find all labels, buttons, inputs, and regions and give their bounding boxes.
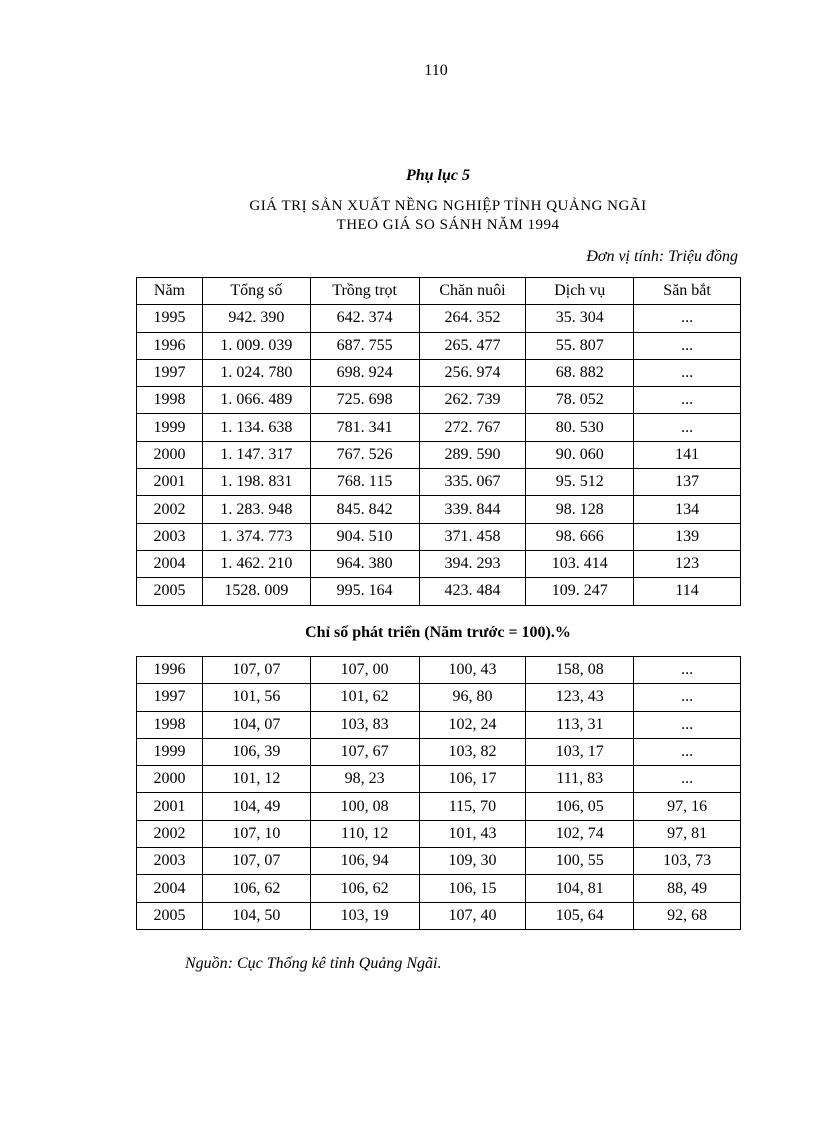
value-cell: ... xyxy=(634,766,741,793)
value-cell: 55. 807 xyxy=(526,332,634,359)
value-cell: 339. 844 xyxy=(419,496,526,523)
appendix-title: Phụ lục 5 xyxy=(405,167,470,184)
table-row xyxy=(137,441,741,468)
value-cell: 104, 07 xyxy=(202,711,310,738)
unit-note: Đơn vị tính: Triệu đồng xyxy=(586,248,738,265)
table-row xyxy=(137,902,741,929)
value-cell: 98. 666 xyxy=(526,523,634,550)
value-cell: 102, 74 xyxy=(526,820,634,847)
source-note: Nguồn: Cục Thống kê tỉnh Quảng Ngãi. xyxy=(185,955,442,972)
value-cell: 101, 12 xyxy=(202,766,310,793)
value-cell: 98. 128 xyxy=(526,496,634,523)
value-cell: 96, 80 xyxy=(419,684,526,711)
value-cell: 106, 62 xyxy=(202,875,310,902)
column-header: Tổng số xyxy=(202,278,310,305)
table-row xyxy=(137,578,741,605)
value-cell: 104, 50 xyxy=(202,902,310,929)
value-cell: 139 xyxy=(634,523,741,550)
value-cell: 158, 08 xyxy=(526,657,634,684)
value-cell: 90. 060 xyxy=(526,441,634,468)
value-cell: 103, 73 xyxy=(634,848,741,875)
value-cell: ... xyxy=(634,657,741,684)
value-cell: 111, 83 xyxy=(526,766,634,793)
value-cell: 101, 62 xyxy=(310,684,419,711)
year-cell: 2004 xyxy=(137,550,203,577)
value-cell: 289. 590 xyxy=(419,441,526,468)
value-cell: 103, 17 xyxy=(526,738,634,765)
value-cell: 106, 15 xyxy=(419,875,526,902)
table-row xyxy=(137,414,741,441)
year-cell: 2004 xyxy=(137,875,203,902)
value-cell: ... xyxy=(634,738,741,765)
value-cell: 781. 341 xyxy=(310,414,419,441)
value-cell: 103, 19 xyxy=(310,902,419,929)
column-header: Trồng trọt xyxy=(310,278,419,305)
value-cell: 100, 55 xyxy=(526,848,634,875)
year-cell: 1998 xyxy=(137,711,203,738)
table-row xyxy=(137,523,741,550)
value-cell: 725. 698 xyxy=(310,387,419,414)
value-cell: 1. 283. 948 xyxy=(202,496,310,523)
value-cell: ... xyxy=(634,387,741,414)
value-cell: 98, 23 xyxy=(310,766,419,793)
value-cell: 942. 390 xyxy=(202,305,310,332)
year-cell: 2005 xyxy=(137,902,203,929)
value-cell: 113, 31 xyxy=(526,711,634,738)
year-cell: 2000 xyxy=(137,766,203,793)
value-cell: 97, 16 xyxy=(634,793,741,820)
value-cell: 1. 198. 831 xyxy=(202,469,310,496)
value-cell: 1. 134. 638 xyxy=(202,414,310,441)
table-row xyxy=(137,550,741,577)
value-cell: 256. 974 xyxy=(419,359,526,386)
growth-index-heading: Chỉ số phát triển (Năm trước = 100).% xyxy=(305,624,571,641)
value-cell: 141 xyxy=(634,441,741,468)
year-cell: 2000 xyxy=(137,441,203,468)
table-row xyxy=(137,305,741,332)
value-cell: ... xyxy=(634,711,741,738)
value-cell: 371. 458 xyxy=(419,523,526,550)
value-cell: 110, 12 xyxy=(310,820,419,847)
value-cell: 103, 83 xyxy=(310,711,419,738)
table-row xyxy=(137,684,741,711)
value-cell: ... xyxy=(634,359,741,386)
document-title xyxy=(0,197,816,235)
value-cell: 1. 147. 317 xyxy=(202,441,310,468)
value-cell: 102, 24 xyxy=(419,711,526,738)
table-row xyxy=(137,496,741,523)
value-cell: 134 xyxy=(634,496,741,523)
table-row xyxy=(137,359,741,386)
column-header: Dịch vụ xyxy=(526,278,634,305)
value-cell: 687. 755 xyxy=(310,332,419,359)
year-cell: 1997 xyxy=(137,359,203,386)
value-cell: 107, 07 xyxy=(202,657,310,684)
value-cell: 106, 62 xyxy=(310,875,419,902)
growth-index-table xyxy=(136,656,741,930)
value-cell: 106, 17 xyxy=(419,766,526,793)
value-cell: 101, 56 xyxy=(202,684,310,711)
value-cell: 103, 82 xyxy=(419,738,526,765)
title-line-1: GIÁ TRỊ SẢN XUẤT NỀNG NGHIỆP TỈNH QUẢNG NGÃI xyxy=(249,198,647,214)
value-cell: 109, 30 xyxy=(419,848,526,875)
value-cell: ... xyxy=(634,332,741,359)
value-cell: 1. 374. 773 xyxy=(202,523,310,550)
value-cell: 107, 67 xyxy=(310,738,419,765)
value-cell: 423. 484 xyxy=(419,578,526,605)
year-cell: 1996 xyxy=(137,332,203,359)
value-cell: 904. 510 xyxy=(310,523,419,550)
table-row xyxy=(137,848,741,875)
value-cell: 80. 530 xyxy=(526,414,634,441)
value-cell: 767. 526 xyxy=(310,441,419,468)
year-cell: 2003 xyxy=(137,848,203,875)
value-cell: 1. 024. 780 xyxy=(202,359,310,386)
value-cell: 107, 40 xyxy=(419,902,526,929)
table-row xyxy=(137,332,741,359)
column-header: Chăn nuôi xyxy=(419,278,526,305)
value-cell: 642. 374 xyxy=(310,305,419,332)
value-cell: 1528. 009 xyxy=(202,578,310,605)
value-cell: 103. 414 xyxy=(526,550,634,577)
value-cell: 107, 00 xyxy=(310,657,419,684)
page-number: 110 xyxy=(424,62,448,79)
value-cell: 100, 43 xyxy=(419,657,526,684)
value-cell: 1. 009. 039 xyxy=(202,332,310,359)
value-cell: 104, 49 xyxy=(202,793,310,820)
value-cell: 107, 10 xyxy=(202,820,310,847)
year-cell: 1998 xyxy=(137,387,203,414)
table-row xyxy=(137,657,741,684)
value-cell: 1. 066. 489 xyxy=(202,387,310,414)
value-cell: 109. 247 xyxy=(526,578,634,605)
table-row xyxy=(137,875,741,902)
value-cell: 104, 81 xyxy=(526,875,634,902)
value-cell: 78. 052 xyxy=(526,387,634,414)
value-cell: 101, 43 xyxy=(419,820,526,847)
value-cell: 115, 70 xyxy=(419,793,526,820)
value-cell: 68. 882 xyxy=(526,359,634,386)
value-cell: 88, 49 xyxy=(634,875,741,902)
year-cell: 1995 xyxy=(137,305,203,332)
value-cell: ... xyxy=(634,684,741,711)
year-cell: 2001 xyxy=(137,793,203,820)
value-cell: 92, 68 xyxy=(634,902,741,929)
table-row xyxy=(137,711,741,738)
value-cell: 698. 924 xyxy=(310,359,419,386)
value-cell: 106, 39 xyxy=(202,738,310,765)
value-cell: 394. 293 xyxy=(419,550,526,577)
year-cell: 2002 xyxy=(137,496,203,523)
value-cell: 107, 07 xyxy=(202,848,310,875)
value-cell: 35. 304 xyxy=(526,305,634,332)
year-cell: 2001 xyxy=(137,469,203,496)
value-cell: 1. 462. 210 xyxy=(202,550,310,577)
value-cell: 105, 64 xyxy=(526,902,634,929)
year-cell: 1996 xyxy=(137,657,203,684)
column-header: Năm xyxy=(137,278,203,305)
column-header: Săn bắt xyxy=(634,278,741,305)
value-cell: 106, 05 xyxy=(526,793,634,820)
year-cell: 1999 xyxy=(137,414,203,441)
value-cell: ... xyxy=(634,414,741,441)
value-cell: 123 xyxy=(634,550,741,577)
year-cell: 1997 xyxy=(137,684,203,711)
production-value-table xyxy=(136,277,741,606)
value-cell: 964. 380 xyxy=(310,550,419,577)
value-cell: 264. 352 xyxy=(419,305,526,332)
table-row xyxy=(137,738,741,765)
value-cell: ... xyxy=(634,305,741,332)
year-cell: 1999 xyxy=(137,738,203,765)
value-cell: 335. 067 xyxy=(419,469,526,496)
table-header-row xyxy=(137,278,741,305)
value-cell: 137 xyxy=(634,469,741,496)
table-row xyxy=(137,820,741,847)
value-cell: 272. 767 xyxy=(419,414,526,441)
table-row xyxy=(137,793,741,820)
value-cell: 768. 115 xyxy=(310,469,419,496)
value-cell: 95. 512 xyxy=(526,469,634,496)
value-cell: 262. 739 xyxy=(419,387,526,414)
value-cell: 97, 81 xyxy=(634,820,741,847)
title-line-2: THEO GIÁ SO SÁNH NĂM 1994 xyxy=(336,217,560,233)
value-cell: 123, 43 xyxy=(526,684,634,711)
table-row xyxy=(137,387,741,414)
year-cell: 2003 xyxy=(137,523,203,550)
value-cell: 114 xyxy=(634,578,741,605)
value-cell: 100, 08 xyxy=(310,793,419,820)
year-cell: 2002 xyxy=(137,820,203,847)
value-cell: 265. 477 xyxy=(419,332,526,359)
table-row xyxy=(137,469,741,496)
value-cell: 106, 94 xyxy=(310,848,419,875)
year-cell: 2005 xyxy=(137,578,203,605)
value-cell: 845. 842 xyxy=(310,496,419,523)
value-cell: 995. 164 xyxy=(310,578,419,605)
table-row xyxy=(137,766,741,793)
